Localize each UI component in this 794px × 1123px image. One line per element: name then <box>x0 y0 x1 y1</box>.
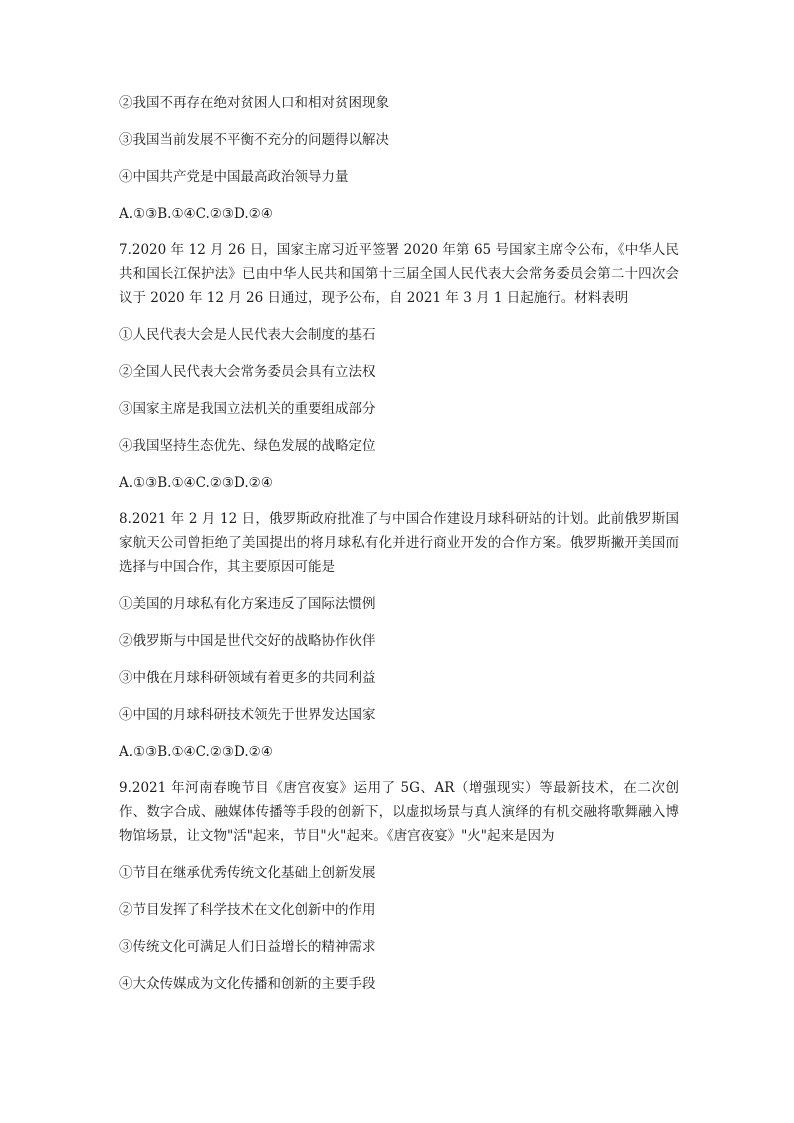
question-6 <box>119 94 679 223</box>
option-line: ④我国坚持生态优先、绿色发展的战略定位 <box>119 438 376 454</box>
option-line: ②全国人民代表大会常务委员会具有立法权 <box>119 364 376 380</box>
answer-choices: A.①③B.①④C.②③D.②④ <box>119 744 273 760</box>
option-line: ②我国不再存在绝对贫困人口和相对贫困现象 <box>119 95 389 111</box>
question-8 <box>119 507 679 761</box>
option-line: ④大众传媒成为文化传播和创新的主要手段 <box>119 976 376 992</box>
question-stem: 7.2020 年 12 月 26 日，国家主席习近平签署 2020 年第 65 号国家主席令公布，《中华人民共和国长江保护法》已由中华人民共和国第十三届全国人民代表大会常务委员会第二十四次会议于 2020 年 12 月 26 日通过，现予公布，自 2021 年 3 月 1 日起施行。材料表明 <box>119 242 679 306</box>
question-7 <box>119 238 679 492</box>
document-page <box>119 94 679 993</box>
answer-choices: A.①③B.①④C.②③D.②④ <box>119 475 273 491</box>
question-stem: 9.2021 年河南春晚节目《唐宫夜宴》运用了 5G、AR（增强现实）等最新技术，在二次创作、数字合成、融媒体传播等手段的创新下，以虚拟场景与真人演绎的有机交融将歌舞融入博物馆场景，让文物"活"起来，节目"火"起来。《唐宫夜宴》"火"起来是因为 <box>119 780 679 844</box>
question-9 <box>119 776 679 993</box>
option-line: ④中国共产党是中国最高政治领导力量 <box>119 169 349 185</box>
option-line: ③我国当前发展不平衡不充分的问题得以解决 <box>119 132 389 148</box>
option-line: ①人民代表大会是人民代表大会制度的基石 <box>119 327 376 343</box>
option-line: ①节目在继承优秀传统文化基础上创新发展 <box>119 865 376 881</box>
option-line: ②节目发挥了科学技术在文化创新中的作用 <box>119 902 376 918</box>
option-line: ③国家主席是我国立法机关的重要组成部分 <box>119 401 376 417</box>
option-line: ①美国的月球私有化方案违反了国际法惯例 <box>119 596 376 612</box>
option-line: ③传统文化可满足人们日益增长的精神需求 <box>119 939 376 955</box>
answer-choices: A.①③B.①④C.②③D.②④ <box>119 206 273 222</box>
question-stem: 8.2021 年 2 月 12 日，俄罗斯政府批准了与中国合作建设月球科研站的计划。此前俄罗斯国家航天公司曾拒绝了美国提出的将月球私有化并进行商业开发的合作方案。俄罗斯撇开美国而选择与中国合作，其主要原因可能是 <box>119 511 679 575</box>
option-line: ③中俄在月球科研领域有着更多的共同利益 <box>119 670 376 686</box>
option-line: ②俄罗斯与中国是世代交好的战略协作伙伴 <box>119 633 376 649</box>
option-line: ④中国的月球科研技术领先于世界发达国家 <box>119 707 376 723</box>
